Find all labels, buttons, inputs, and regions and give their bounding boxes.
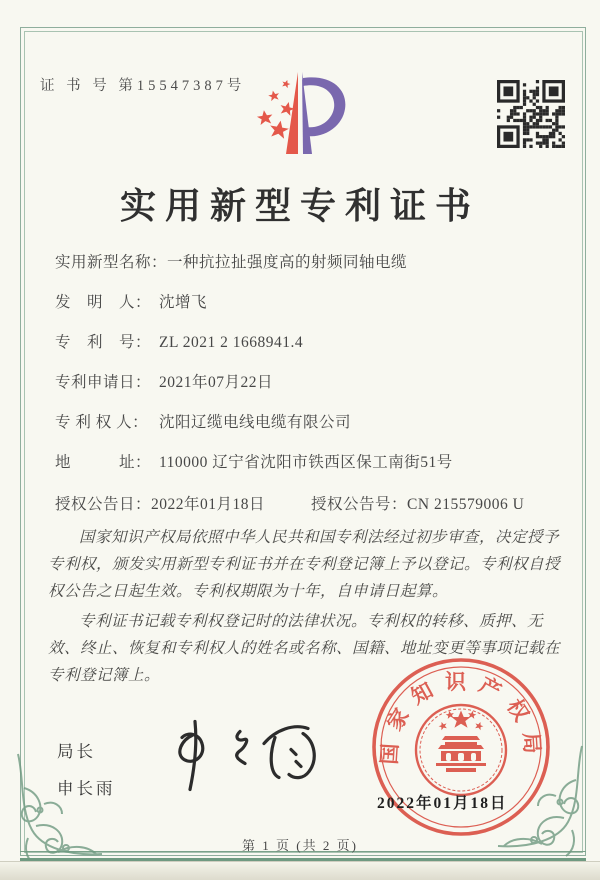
field-value: ZL 2021 2 1668941.4 <box>159 334 304 351</box>
grant-no-value: CN 215579006 U <box>407 496 525 513</box>
field-label: 专利申请日： <box>55 374 152 391</box>
page-footer: 第 1 页 (共 2 页) <box>242 838 358 853</box>
field-row-inventor <box>55 292 555 332</box>
grant-date-value: 2022年01月18日 <box>151 496 266 513</box>
field-label: 地 址： <box>55 454 152 471</box>
officer-name: 申长雨 <box>57 780 116 798</box>
field-label: 发 明 人： <box>55 294 152 311</box>
certificate-title: 实用新型专利证书 <box>119 186 480 226</box>
legal-paragraph-2: 专利证书记载专利权登记时的法律状况。专利权的转移、质押、无效、终止、恢复和专利权人的姓名或名称、国籍、地址变更等事项记载在专利登记簿上。 <box>48 613 561 684</box>
field-value: 一种抗拉扯强度高的射频同轴电缆 <box>167 254 408 271</box>
field-row-address <box>55 452 555 492</box>
cnipa-logo-icon <box>246 66 354 158</box>
field-value: 沈增飞 <box>159 294 208 311</box>
grant-date <box>55 492 265 514</box>
field-list <box>55 252 555 492</box>
seal-date: 2022年01月18日 <box>377 795 508 812</box>
certificate-number: 证 书 号 第15547387号 <box>40 78 246 94</box>
officer-title: 局长 <box>57 743 96 761</box>
field-row-filing-date <box>55 372 555 412</box>
grant-date-label: 授权公告日： <box>55 496 152 513</box>
field-value: 2021年07月22日 <box>159 374 274 391</box>
field-row-patentee <box>55 412 555 452</box>
handwritten-signature-icon <box>148 712 338 800</box>
field-label: 专 利 权 人： <box>55 414 149 431</box>
seal-agency-text: 国家知识产权局 <box>377 670 545 766</box>
field-value: 沈阳辽缆电线电缆有限公司 <box>159 414 352 431</box>
qr-code-icon <box>497 80 565 148</box>
field-row-name <box>55 252 555 292</box>
field-row-patent-no <box>55 332 555 372</box>
grant-number <box>311 492 524 514</box>
legal-paragraph-1: 国家知识产权局依照中华人民共和国专利法经过初步审查，决定授予专利权，颁发实用新型专利证书并在专利登记簿上予以登记。专利权自授权公告之日起生效。专利权期限为十年，自申请日起算。 <box>48 529 561 600</box>
field-label: 实用新型名称： <box>55 254 168 271</box>
field-value: 110000 辽宁省沈阳市铁西区保工南街51号 <box>159 454 453 471</box>
grant-no-label: 授权公告号： <box>311 496 408 513</box>
grant-row <box>55 492 565 514</box>
field-label: 专 利 号： <box>55 334 152 351</box>
